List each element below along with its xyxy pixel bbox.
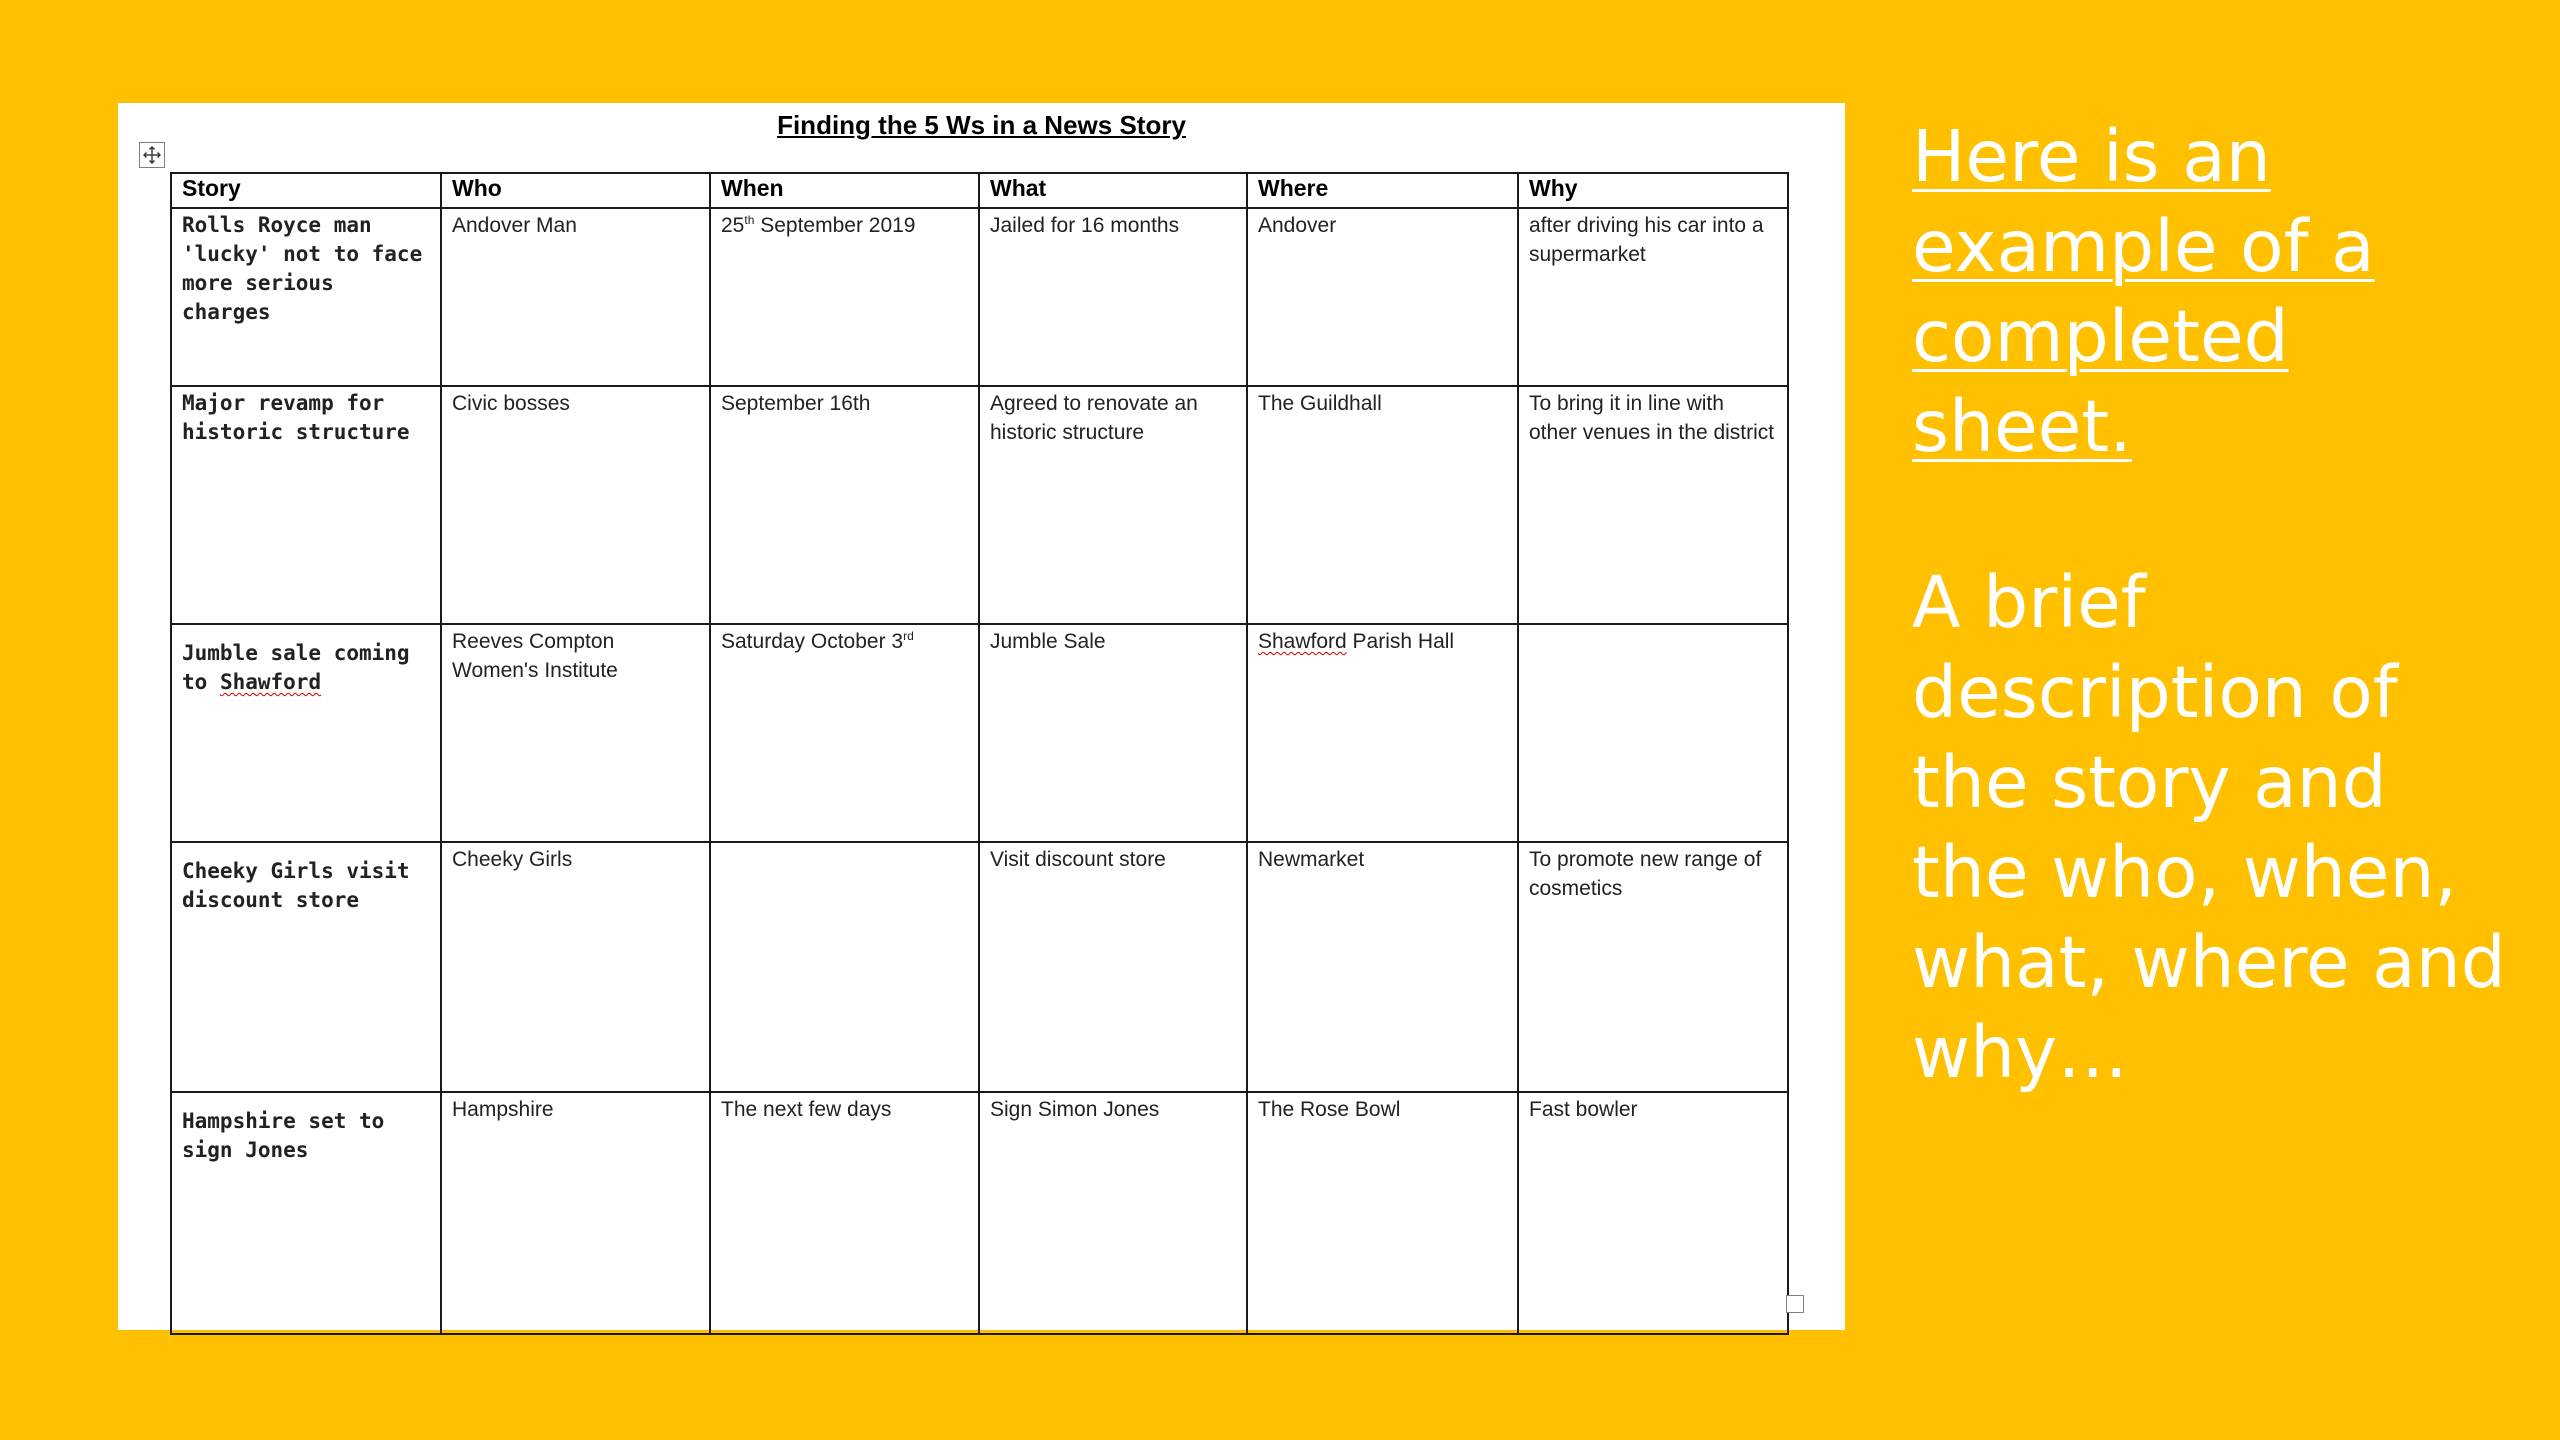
cell-story[interactable]: Cheeky Girls visit discount store	[171, 842, 441, 1092]
table-resize-handle-icon[interactable]	[1786, 1295, 1804, 1313]
misspelled-word: Shawford	[219, 670, 322, 694]
header-when[interactable]: When	[710, 173, 979, 208]
cell-who[interactable]: Hampshire	[441, 1092, 710, 1334]
cell-when[interactable]	[710, 208, 979, 386]
when-day: 25	[721, 214, 745, 237]
cell-where[interactable]: Andover	[1247, 208, 1518, 386]
header-why[interactable]: Why	[1518, 173, 1788, 208]
table-row	[171, 842, 1788, 1092]
cell-where[interactable]	[1247, 624, 1518, 842]
side-body: A brief description of the story and the who, when, what, where and why…	[1912, 561, 2506, 1094]
header-who[interactable]: Who	[441, 173, 710, 208]
cell-when[interactable]: The next few days	[710, 1092, 979, 1334]
cell-what[interactable]: Jailed for 16 months	[979, 208, 1247, 386]
cell-why[interactable]	[1518, 624, 1788, 842]
cell-who[interactable]: Civic bosses	[441, 386, 710, 624]
cell-who[interactable]: Cheeky Girls	[441, 842, 710, 1092]
cell-when[interactable]	[710, 624, 979, 842]
cell-when[interactable]	[710, 842, 979, 1092]
when-ordinal-suffix: rd	[903, 629, 914, 643]
table-row	[171, 624, 1788, 842]
when-text: Saturday October 3	[721, 630, 904, 653]
when-rest: September 2019	[754, 214, 916, 237]
table-header-row	[171, 173, 1788, 208]
table-row	[171, 386, 1788, 624]
cell-why[interactable]: To promote new range of cosmetics	[1518, 842, 1788, 1092]
cell-story[interactable]: Major revamp for historic structure	[171, 386, 441, 624]
cell-story[interactable]: Rolls Royce man 'lucky' not to face more serious charges	[171, 208, 441, 386]
cell-where[interactable]: The Guildhall	[1247, 386, 1518, 624]
cell-why[interactable]: after driving his car into a supermarket	[1518, 208, 1788, 386]
table-move-handle-icon[interactable]	[139, 142, 165, 168]
side-heading: Here is an example of a completed sheet.	[1912, 115, 2375, 468]
cell-what[interactable]: Agreed to renovate an historic structure	[979, 386, 1247, 624]
story-text: Jumble sale coming to	[182, 641, 410, 694]
cell-what[interactable]: Jumble Sale	[979, 624, 1247, 842]
five-ws-table	[170, 172, 1789, 1335]
when-ordinal-suffix: th	[744, 213, 755, 227]
cell-why[interactable]: To bring it in line with other venues in the district	[1518, 386, 1788, 624]
header-story[interactable]: Story	[171, 173, 441, 208]
header-what[interactable]: What	[979, 173, 1247, 208]
document-title: Finding the 5 Ws in a News Story	[777, 110, 1186, 140]
misspelled-word: Shawford	[1258, 630, 1347, 653]
side-panel	[1912, 112, 2512, 1098]
header-where[interactable]: Where	[1247, 173, 1518, 208]
cell-story[interactable]: Hampshire set to sign Jones	[171, 1092, 441, 1334]
cell-where[interactable]: The Rose Bowl	[1247, 1092, 1518, 1334]
cell-who[interactable]: Reeves Compton Women's Institute	[441, 624, 710, 842]
document-page	[118, 103, 1845, 1330]
where-rest: Parish Hall	[1346, 630, 1455, 653]
cell-what[interactable]: Sign Simon Jones	[979, 1092, 1247, 1334]
cell-when[interactable]: September 16th	[710, 386, 979, 624]
cell-story[interactable]	[171, 624, 441, 842]
cell-what[interactable]: Visit discount store	[979, 842, 1247, 1092]
cell-who[interactable]: Andover Man	[441, 208, 710, 386]
cell-where[interactable]: Newmarket	[1247, 842, 1518, 1092]
cell-why[interactable]: Fast bowler	[1518, 1092, 1788, 1334]
table-row	[171, 1092, 1788, 1334]
table-row	[171, 208, 1788, 386]
